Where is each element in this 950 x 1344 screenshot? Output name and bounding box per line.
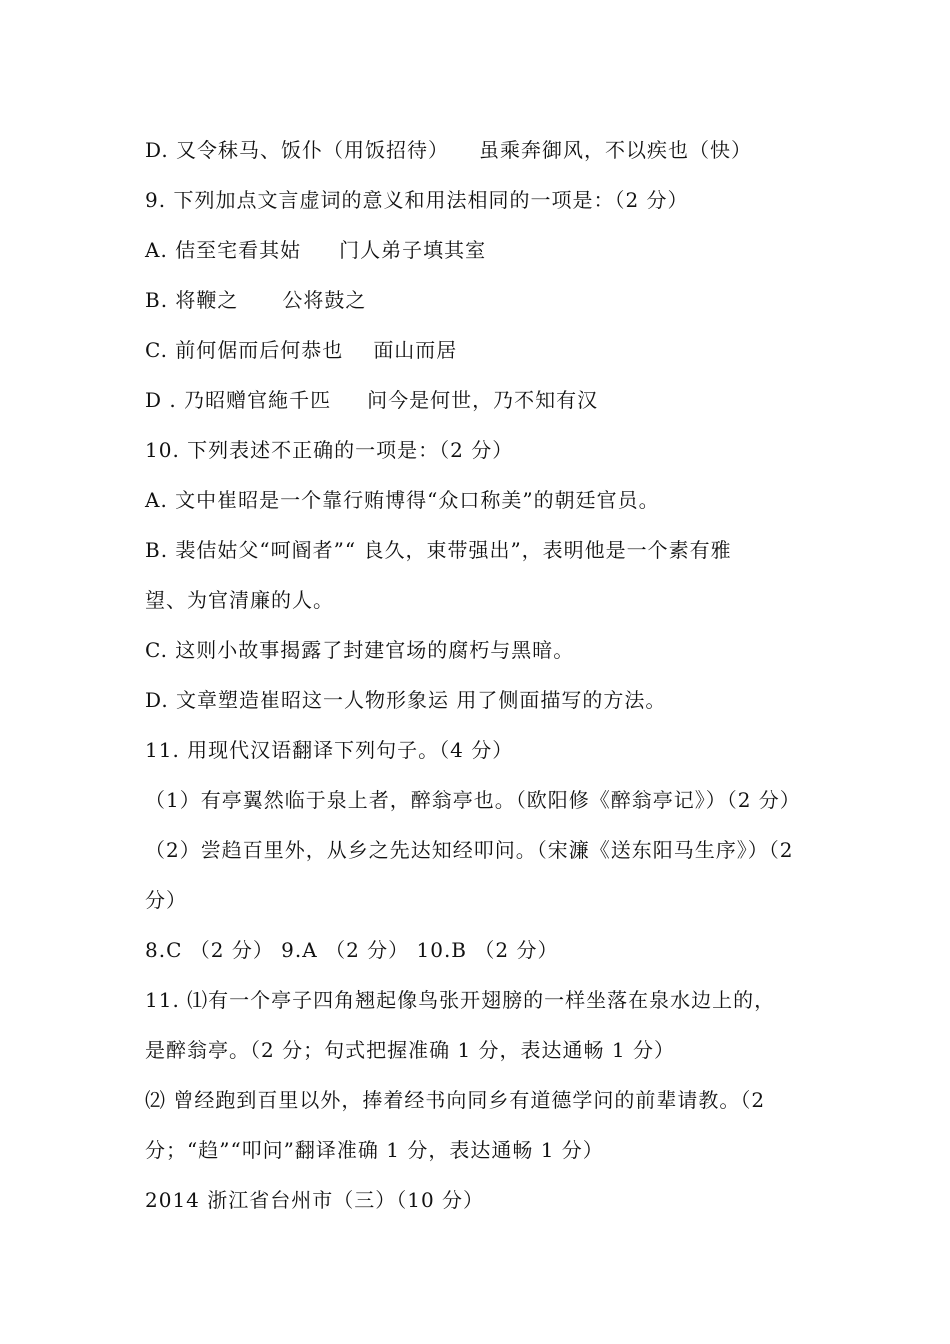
q9-option-c-right: 面山而居	[373, 338, 458, 362]
q11-sentence-2-line2: 分）	[145, 888, 187, 912]
q11-title: 11. 用现代汉语翻译下列句子。（4 分）	[145, 738, 514, 762]
q10-option-a: A. 文中崔昭是一个靠行贿博得“众口称美”的朝廷官员。	[145, 488, 660, 512]
q10-title: 10. 下列表述不正确的一项是：（2 分）	[145, 438, 514, 462]
q9-option-a-left: A. 佶至宅看其姑	[145, 238, 302, 262]
q9-option-a-right: 门人弟子填其室	[339, 238, 487, 262]
q9-option-b-left: B. 将鞭之	[145, 288, 239, 312]
q9-option-c-left: C. 前何倨而后何恭也	[145, 338, 344, 362]
q9-option-a	[145, 235, 825, 265]
q9-option-b	[145, 285, 825, 315]
q9-title: 9. 下列加点文言虚词的意义和用法相同的一项是：（2 分）	[145, 188, 689, 212]
q8-option-d-left: D. 又令秣马、饭仆（用饭招待）	[145, 138, 450, 162]
q11-sentence-1: （1）有亭翼然临于泉上者，醉翁亭也。（欧阳修《醉翁亭记》）（2 分）	[145, 788, 801, 812]
answer-11-1-line2: 是醉翁亭。（2 分；句式把握准确 1 分，表达通畅 1 分）	[145, 1038, 675, 1062]
q8-option-d-right: 虽乘奔御风，不以疾也（快）	[479, 138, 753, 162]
answer-11-2-line2: 分；“趋”“叩问”翻译准确 1 分，表达通畅 1 分）	[145, 1138, 604, 1162]
q10-option-b-line2: 望、为官清廉的人。	[145, 588, 334, 612]
q10-option-b-line1: B. 裴佶姑父“呵阍者”“ 良久，束带强出”，表明他是一个素有雅	[145, 538, 732, 562]
q10-option-c: C. 这则小故事揭露了封建官场的腐朽与黑暗。	[145, 638, 575, 662]
answer-11-2-line1: ⑵ 曾经跑到百里以外，捧着经书向同乡有道德学问的前辈请教。（2	[145, 1088, 766, 1112]
q11-sentence-2-line1: （2）尝趋百里外，从乡之先达知经叩问。（宋濂《送东阳马生序》）（2	[145, 838, 794, 862]
q9-option-d-right: 问今是何世，乃不知有汉	[367, 388, 599, 412]
answer-key: 8.C （2 分） 9.A （2 分） 10.B （2 分）	[145, 938, 559, 962]
q8-option-d	[145, 135, 825, 165]
answer-11-1-line1: 11. ⑴有一个亭子四角翘起像鸟张开翅膀的一样坐落在泉水边上的，	[145, 988, 776, 1012]
q9-option-d	[145, 385, 825, 415]
section-heading: 2014 浙江省台州市（三）（10 分）	[145, 1188, 485, 1212]
q9-option-c	[145, 335, 825, 365]
q9-option-d-left: D . 乃昭赠官絁千匹	[145, 388, 332, 412]
q9-option-b-right: 公将鼓之	[282, 288, 367, 312]
q10-option-d: D. 文章塑造崔昭这一人物形象运 用了侧面描写的方法。	[145, 688, 667, 712]
